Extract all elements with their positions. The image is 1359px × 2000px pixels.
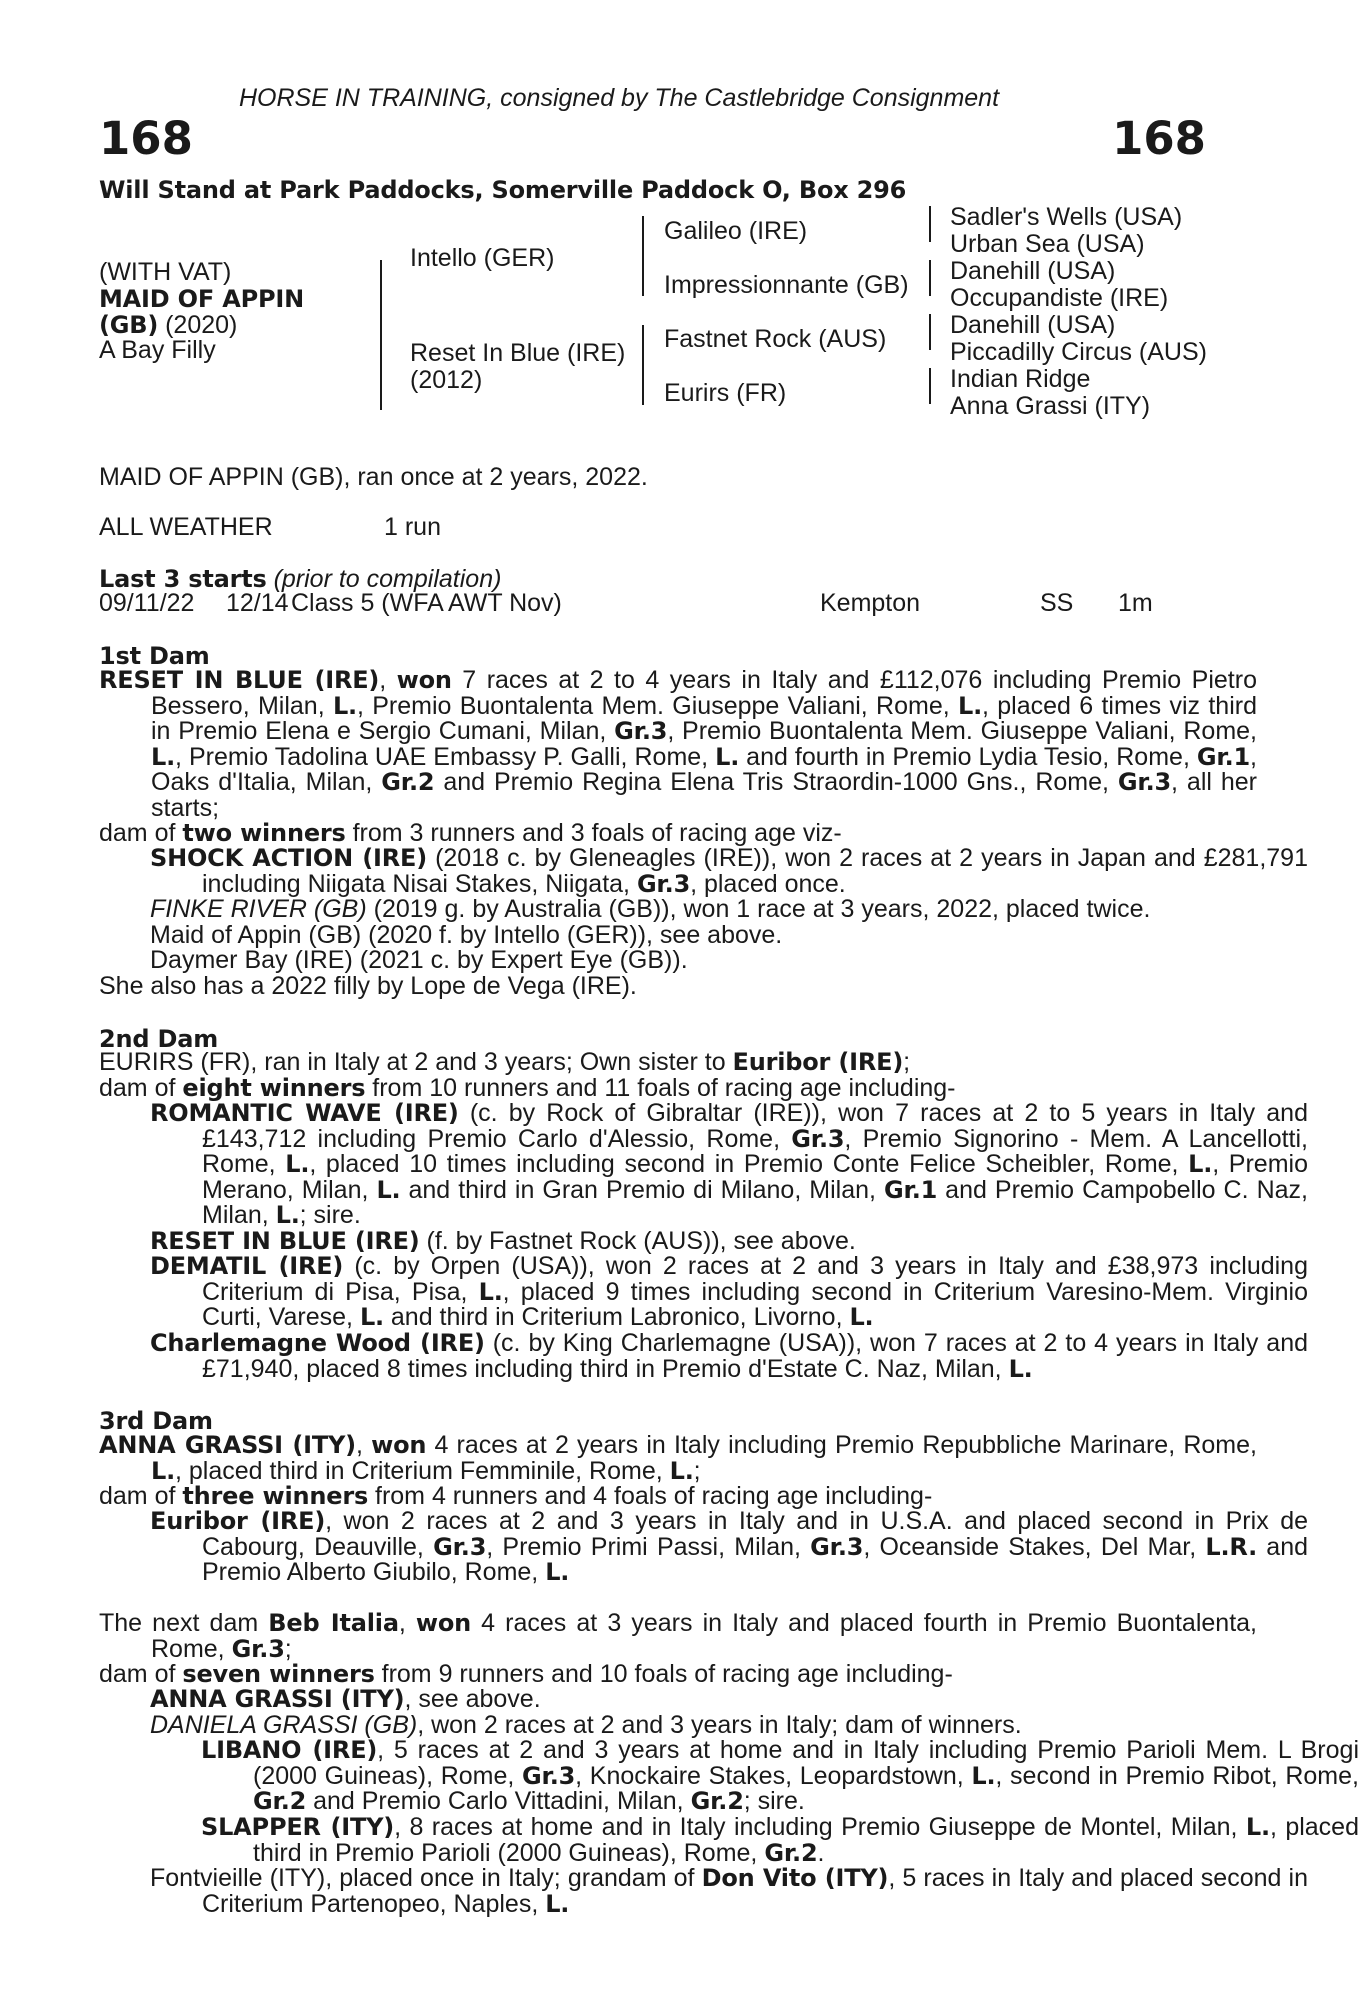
produce-shock-action: [99, 846, 1308, 897]
pedigree-g3-4: Occupandiste (IRE): [950, 284, 1169, 312]
bold-run: L.R.: [1205, 1532, 1258, 1561]
bold-run: won: [396, 666, 452, 694]
first-dam-heading: 1st Dam: [99, 642, 210, 670]
horse-country: (GB): [99, 311, 159, 339]
horse-name: MAID OF APPIN: [99, 285, 304, 313]
next-dam-produce-intro: [99, 1662, 1257, 1688]
start-distance: 1m: [1118, 589, 1153, 617]
bold-run: L.: [971, 1761, 996, 1790]
text-run: , placed 9 times including second in Criterium Varesino-Mem. Virginio Curti, Varese,: [202, 1277, 1309, 1331]
text-run: (c. by Orpen (USA)), won 2 races at 2 and 3 years in Italy and £38,973 including Criterium di Pisa, Pisa,: [202, 1252, 1308, 1306]
text-run: 4 races at 3 years in Italy and placed fourth in Premio Buontalenta, Rome,: [151, 1609, 1257, 1663]
produce-daniela-grassi: [99, 1713, 1308, 1739]
bold-run: Euribor (IRE): [732, 1048, 904, 1076]
pedigree-brace-2b: [642, 325, 644, 405]
pedigree-g3-8: Anna Grassi (ITY): [950, 392, 1151, 420]
text-run: (c. by Rock of Gibraltar (IRE)), won 7 races at 2 to 5 years in Italy and £143,712 including Premio Carlo d'Alessio, Rome,: [202, 1099, 1308, 1153]
text-run: (f. by Fastnet Rock (AUS)), see above.: [419, 1227, 856, 1255]
text-run: , placed once.: [690, 869, 846, 898]
bold-run: Gr.2: [764, 1838, 818, 1867]
text-run: dam of: [99, 1074, 183, 1102]
text-run: (2018 c. by Gleneagles (IRE)), won 2 races at 2 years in Japan and £281,791 including Niigata Nisai Stakes, Niigata,: [202, 844, 1308, 898]
bold-run: SHOCK ACTION (IRE): [150, 844, 428, 872]
produce-dematil: [99, 1254, 1308, 1331]
vat-note: (WITH VAT): [99, 258, 232, 286]
bold-run: Gr.2: [690, 1787, 744, 1815]
third-dam-heading: 3rd Dam: [99, 1407, 213, 1435]
start-course: Kempton: [820, 589, 921, 617]
bold-run: three winners: [182, 1482, 369, 1510]
text-run: ;: [903, 1048, 911, 1076]
bold-run: Don Vito (ITY): [701, 1864, 889, 1892]
bold-run: Gr.2: [381, 768, 435, 796]
start-race: Class 5 (WFA AWT Nov): [291, 589, 562, 617]
pedigree-sire-dam: Impressionnante (GB): [664, 271, 909, 299]
italic-run: FINKE RIVER (GB): [150, 895, 367, 923]
bold-run: L.: [958, 691, 983, 720]
text-run: , Premio Signorino - Mem. A Lancellotti, Rome,: [202, 1124, 1308, 1178]
text-run: and third in Gran Premio di Milano, Milan,: [400, 1175, 884, 1204]
bold-run: Gr.3: [522, 1761, 576, 1790]
bold-run: eight winners: [182, 1074, 366, 1102]
text-run: from 10 runners and 11 foals of racing age including-: [365, 1074, 956, 1102]
text-run: , all her starts;: [151, 768, 1257, 822]
lot-number-right: 168: [1112, 112, 1206, 165]
pedigree-g3-1: Sadler's Wells (USA): [950, 203, 1183, 231]
text-run: EURIRS (FR), ran in Italy at 2 and 3 years; Own sister to: [99, 1048, 733, 1076]
bold-run: Beb Italia: [268, 1609, 399, 1637]
horse-description: A Bay Filly: [99, 336, 216, 364]
bold-run: L.: [1245, 1813, 1270, 1841]
bold-run: Gr.3: [433, 1532, 487, 1561]
bold-run: L.: [545, 1889, 570, 1918]
text-run: and Premio Alberto Giubilo, Rome,: [202, 1532, 1308, 1586]
bold-run: L.: [151, 1456, 176, 1485]
bold-run: LIBANO (IRE): [201, 1736, 378, 1764]
bold-run: L.: [285, 1150, 310, 1178]
text-run: The next dam: [99, 1609, 269, 1637]
text-run: and Premio Regina Elena Tris Straordin-1000 Gns., Rome,: [434, 768, 1118, 796]
bold-run: Gr.2: [253, 1787, 307, 1815]
second-dam-record: [99, 1050, 1257, 1076]
bold-run: L.: [478, 1277, 503, 1306]
text-run: , Premio Buontalenta Mem. Giuseppe Valiani, Rome,: [356, 691, 958, 720]
stand-location: Will Stand at Park Paddocks, Somerville Paddock O, Box 296: [99, 176, 907, 204]
bold-run: Gr.3: [614, 717, 668, 745]
text-run: ;: [284, 1634, 292, 1663]
text-run: and Premio Campobello C. Naz, Milan,: [202, 1175, 1308, 1229]
pedigree-g3-5: Danehill (USA): [950, 311, 1116, 339]
pedigree-brace-3c: [929, 314, 931, 350]
text-run: and third in Criterium Labronico, Livorno,: [383, 1303, 850, 1331]
text-run: dam of: [99, 1660, 183, 1688]
pedigree-dam-dam: Eurirs (FR): [664, 379, 787, 407]
pedigree-sire: Intello (GER): [410, 244, 555, 272]
text-run: , Knockaire Stakes, Leopardstown,: [575, 1761, 972, 1790]
pedigree-dam-year: (2012): [410, 366, 483, 394]
text-run: , 5 races in Italy and placed second in Criterium Partenopeo, Naples,: [202, 1864, 1308, 1918]
text-run: , Premio Tadolina UAE Embassy P. Galli, Rome,: [175, 742, 716, 771]
pedigree-brace-3d: [929, 368, 931, 404]
bold-run: L.: [151, 742, 176, 771]
text-run: , Premio Primi Passi, Milan,: [486, 1532, 811, 1561]
text-run: .: [817, 1838, 825, 1867]
produce-reset-in-blue: [99, 1229, 1308, 1255]
text-run: 7 races at 2 to 4 years in Italy and £112,076 including Premio Pietro Bessero, Milan,: [151, 666, 1257, 720]
pedigree-g3-7: Indian Ridge: [950, 365, 1091, 393]
text-run: ,: [379, 666, 397, 694]
first-dam-record: [99, 668, 1257, 821]
produce-charlemagne-wood: [99, 1331, 1308, 1382]
text-run: , placed 6 times viz third in Premio Elena e Sergio Cumani, Milan,: [151, 691, 1257, 745]
bold-run: L.: [359, 1303, 384, 1331]
bold-run: SLAPPER (ITY): [201, 1813, 395, 1841]
text-run: from 4 runners and 4 foals of racing age including-: [368, 1482, 933, 1510]
produce-2022-filly: [99, 974, 1257, 1000]
bold-run: Gr.3: [810, 1532, 864, 1561]
bold-run: Gr.3: [791, 1124, 845, 1153]
bold-run: L.: [275, 1201, 300, 1229]
pedigree-brace-3a: [929, 206, 931, 242]
text-run: , placed third in Criterium Femminile, Rome,: [175, 1456, 670, 1485]
record-runs: 1 run: [384, 513, 441, 541]
produce-fontvieille: [99, 1866, 1308, 1917]
text-run: , Oaks d'Italia, Milan,: [151, 742, 1257, 796]
race-summary: MAID OF APPIN (GB), ran once at 2 years, 2022.: [99, 463, 648, 491]
first-dam-produce-intro: [99, 821, 1257, 847]
text-run: dam of: [99, 819, 183, 847]
bold-run: Euribor (IRE): [150, 1507, 326, 1535]
pedigree-g3-6: Piccadilly Circus (AUS): [950, 338, 1207, 366]
produce-anna-grassi: [99, 1687, 1308, 1713]
text-run: , Premio Buontalenta Mem. Giuseppe Valiani, Rome,: [667, 717, 1258, 745]
text-run: (2019 g. by Australia (GB)), won 1 race at 3 years, 2022, placed twice.: [366, 895, 1151, 923]
text-run: Maid of Appin (GB) (2020 f. by Intello (GER)), see above.: [150, 921, 783, 949]
start-position: 12/14: [226, 589, 289, 617]
bold-run: RESET IN BLUE (IRE): [99, 666, 380, 694]
bold-run: won: [371, 1431, 427, 1459]
bold-run: Gr.3: [1117, 768, 1172, 796]
horse-origin: [99, 311, 237, 339]
text-run: and Premio Carlo Vittadini, Milan,: [306, 1787, 691, 1815]
bold-run: RESET IN BLUE (IRE): [150, 1227, 420, 1255]
bold-run: L.: [332, 691, 357, 720]
text-run: , Premio Merano, Milan,: [202, 1150, 1308, 1204]
bold-run: Gr.3: [636, 869, 691, 898]
pedigree-dam: Reset In Blue (IRE): [410, 339, 626, 367]
text-run: and fourth in Premio Lydia Tesio, Rome,: [739, 742, 1197, 771]
text-run: , placed 10 times including second in Premio Conte Felice Scheibler, Rome,: [309, 1150, 1189, 1178]
second-dam-produce-intro: [99, 1076, 1257, 1102]
bold-run: ROMANTIC WAVE (IRE): [150, 1099, 459, 1127]
text-run: , won 2 races at 2 and 3 years in Italy; dam of winners.: [417, 1711, 1022, 1739]
pedigree-sire-sire: Galileo (IRE): [664, 217, 808, 245]
text-run: from 9 runners and 10 foals of racing age including-: [374, 1660, 953, 1688]
start-date: 09/11/22: [99, 589, 195, 617]
pedigree-brace-2a: [642, 216, 644, 296]
produce-daymer-bay: [99, 948, 1308, 974]
bold-run: won: [415, 1609, 472, 1637]
text-run: , won 2 races at 2 and 3 years in Italy and in U.S.A. and placed second in Prix de Cabourg, Deauville,: [202, 1507, 1308, 1561]
text-run: dam of: [99, 1482, 183, 1510]
text-run: ,: [398, 1609, 416, 1637]
text-run: She also has a 2022 filly by Lope de Vega (IRE).: [99, 972, 637, 1000]
bold-run: Gr.1: [884, 1175, 938, 1204]
bold-run: L.: [1188, 1150, 1213, 1178]
third-dam-record: [99, 1433, 1257, 1484]
produce-euribor: [99, 1509, 1308, 1586]
text-run: ; sire.: [743, 1787, 805, 1815]
text-run: , placed third in Premio Parioli (2000 Guineas), Rome,: [253, 1813, 1359, 1867]
pedigree-g3-2: Urban Sea (USA): [950, 230, 1145, 258]
bold-run: L.: [849, 1303, 874, 1331]
text-run: ; sire.: [299, 1201, 361, 1229]
pedigree-brace-1: [380, 260, 382, 410]
text-run: from 3 runners and 3 foals of racing age viz-: [345, 819, 842, 847]
text-run: , 8 races at home and in Italy including Premio Giuseppe de Montel, Milan,: [394, 1813, 1246, 1841]
bold-run: L.: [1008, 1354, 1033, 1383]
lot-number-left: 168: [99, 112, 193, 165]
bold-run: Gr.3: [231, 1634, 285, 1663]
bold-run: L.: [376, 1175, 401, 1204]
text-run: (c. by King Charlemagne (USA)), won 7 races at 2 to 4 years in Italy and £71,940, placed 8 times including third in Premio d'Estate C. Naz, Milan,: [202, 1329, 1308, 1383]
pedigree-brace-3b: [929, 260, 931, 296]
third-dam-produce-intro: [99, 1484, 1257, 1510]
bold-run: ANNA GRASSI (ITY): [99, 1431, 356, 1459]
text-run: ,: [355, 1431, 372, 1459]
text-run: , Oceanside Stakes, Del Mar,: [863, 1532, 1206, 1561]
produce-maid-of-appin: [99, 923, 1308, 949]
text-run: , second in Premio Ribot, Rome,: [995, 1761, 1359, 1790]
text-run: 4 races at 2 years in Italy including Premio Repubbliche Marinare, Rome,: [426, 1431, 1257, 1459]
text-run: Fontvieille (ITY), placed once in Italy; grandam of: [150, 1864, 702, 1892]
text-run: ;: [693, 1456, 701, 1485]
record-surface: ALL WEATHER: [99, 513, 273, 541]
next-dam-record: [99, 1611, 1257, 1662]
horse-year: (2020): [165, 311, 238, 339]
start-going: SS: [1040, 589, 1074, 617]
bold-run: L.: [669, 1456, 694, 1485]
pedigree-g3-3: Danehill (USA): [950, 257, 1116, 285]
text-run: Daymer Bay (IRE) (2021 c. by Expert Eye (GB)).: [150, 946, 688, 974]
produce-romantic-wave: [99, 1101, 1308, 1229]
bold-run: seven winners: [182, 1660, 375, 1688]
text-run: , see above.: [404, 1685, 541, 1713]
bold-run: Charlemagne Wood (IRE): [150, 1329, 485, 1357]
second-dam-heading: 2nd Dam: [99, 1025, 219, 1053]
bold-run: L.: [545, 1558, 570, 1586]
last-starts-note: (prior to compilation): [273, 565, 502, 593]
bold-run: ANNA GRASSI (ITY): [150, 1685, 405, 1713]
italic-run: DANIELA GRASSI (GB): [150, 1711, 418, 1739]
pedigree-dam-sire: Fastnet Rock (AUS): [664, 325, 887, 353]
produce-slapper: [99, 1815, 1359, 1866]
bold-run: L.: [715, 742, 740, 771]
catalogue-header: HORSE IN TRAINING, consigned by The Castlebridge Consignment: [239, 84, 1000, 112]
last-starts-title: Last 3 starts: [99, 565, 267, 593]
produce-libano: [99, 1738, 1359, 1815]
produce-finke-river: [99, 897, 1308, 923]
bold-run: Gr.1: [1196, 742, 1251, 771]
bold-run: DEMATIL (IRE): [150, 1252, 344, 1280]
text-run: , 5 races at 2 and 3 years at home and in Italy including Premio Parioli Mem. L Brogi (2000 Guineas), Rome,: [253, 1736, 1359, 1790]
bold-run: two winners: [182, 819, 346, 847]
